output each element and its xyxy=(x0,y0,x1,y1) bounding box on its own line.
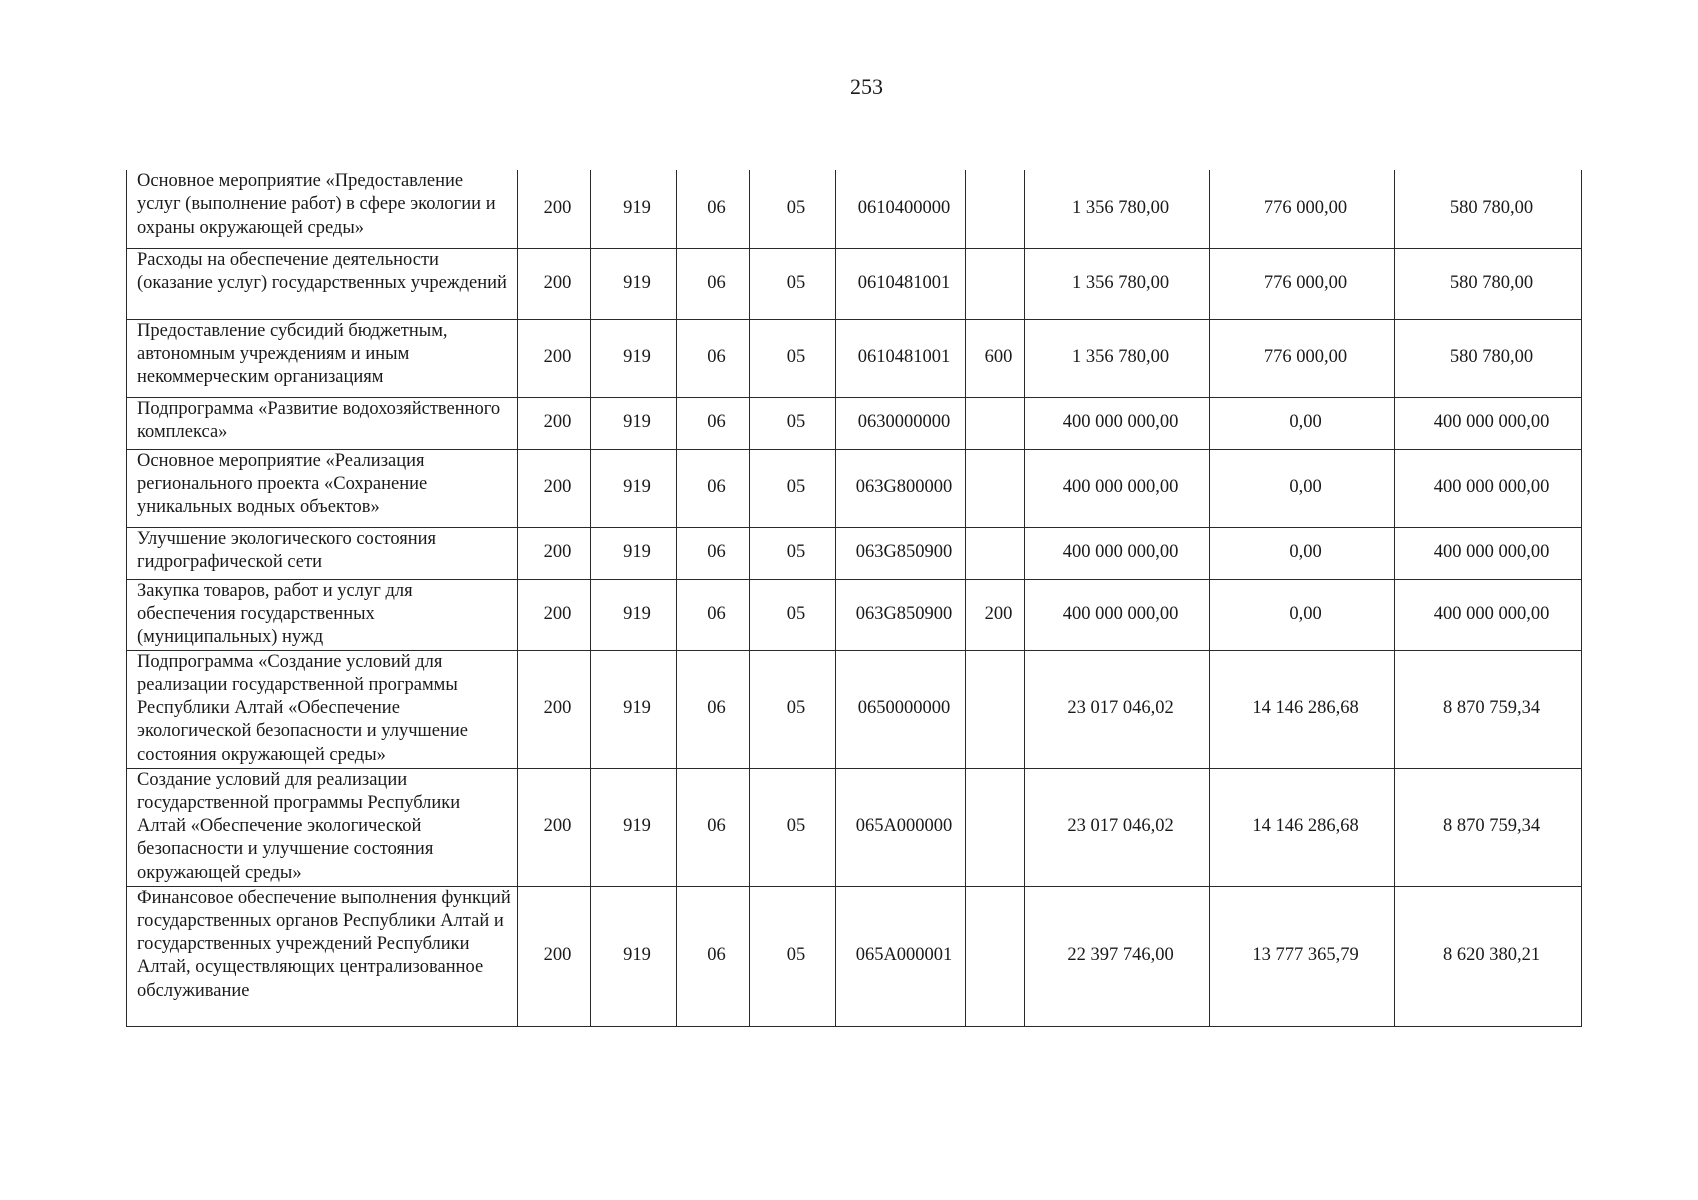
row-name-cell xyxy=(127,397,518,449)
row-code-5: 063G850900 xyxy=(836,527,966,579)
row-code-4: 05 xyxy=(750,579,836,650)
row-code-3: 06 xyxy=(677,886,750,1026)
table-row xyxy=(127,170,1582,248)
row-code-3: 06 xyxy=(677,527,750,579)
row-amount-2: 14 146 286,68 xyxy=(1210,650,1395,768)
row-name-cell xyxy=(127,248,518,319)
row-code-4: 05 xyxy=(750,248,836,319)
table-row xyxy=(127,397,1582,449)
row-code-6 xyxy=(966,527,1025,579)
row-code-1: 200 xyxy=(518,170,591,248)
row-code-1: 200 xyxy=(518,527,591,579)
row-amount-2: 776 000,00 xyxy=(1210,170,1395,248)
row-name-cell xyxy=(127,449,518,527)
row-code-2: 919 xyxy=(591,319,677,397)
row-code-2: 919 xyxy=(591,650,677,768)
row-amount-1: 1 356 780,00 xyxy=(1025,170,1210,248)
row-amount-3: 400 000 000,00 xyxy=(1395,579,1582,650)
row-code-1: 200 xyxy=(518,886,591,1026)
row-name: Предоставление субсидий бюджетным, автономным учреждениям и иным некоммерческим организациям xyxy=(137,320,448,388)
row-code-1: 200 xyxy=(518,768,591,886)
row-amount-1: 1 356 780,00 xyxy=(1025,248,1210,319)
row-code-4: 05 xyxy=(750,449,836,527)
row-name: Финансовое обеспечение выполнения функций государственных органов Республики Алтай и государственных учреждений Республики Алтай, осуществляющих централизованное обслуживание xyxy=(137,887,511,1001)
row-amount-2: 776 000,00 xyxy=(1210,319,1395,397)
row-code-5: 0630000000 xyxy=(836,397,966,449)
row-amount-3: 400 000 000,00 xyxy=(1395,397,1582,449)
row-amount-3: 8 870 759,34 xyxy=(1395,650,1582,768)
row-amount-2: 0,00 xyxy=(1210,397,1395,449)
table-row xyxy=(127,768,1582,886)
row-name-cell xyxy=(127,886,518,1026)
row-amount-2: 13 777 365,79 xyxy=(1210,886,1395,1026)
row-code-6 xyxy=(966,886,1025,1026)
row-amount-1: 400 000 000,00 xyxy=(1025,397,1210,449)
table-row xyxy=(127,248,1582,319)
row-code-3: 06 xyxy=(677,248,750,319)
row-name: Расходы на обеспечение деятельности (оказание услуг) государственных учреждений xyxy=(137,249,507,293)
row-code-6 xyxy=(966,768,1025,886)
table-row xyxy=(127,650,1582,768)
row-amount-1: 23 017 046,02 xyxy=(1025,768,1210,886)
row-code-4: 05 xyxy=(750,650,836,768)
table-row xyxy=(127,527,1582,579)
row-code-6: 200 xyxy=(966,579,1025,650)
row-amount-3: 580 780,00 xyxy=(1395,170,1582,248)
row-amount-2: 14 146 286,68 xyxy=(1210,768,1395,886)
row-code-3: 06 xyxy=(677,319,750,397)
row-code-4: 05 xyxy=(750,886,836,1026)
row-amount-1: 400 000 000,00 xyxy=(1025,579,1210,650)
row-code-1: 200 xyxy=(518,319,591,397)
row-amount-3: 400 000 000,00 xyxy=(1395,449,1582,527)
page-number: 253 xyxy=(850,74,883,99)
budget-table-body xyxy=(127,170,1582,1026)
table-row xyxy=(127,319,1582,397)
row-code-2: 919 xyxy=(591,527,677,579)
row-code-2: 919 xyxy=(591,170,677,248)
row-code-6: 600 xyxy=(966,319,1025,397)
row-amount-1: 22 397 746,00 xyxy=(1025,886,1210,1026)
row-code-4: 05 xyxy=(750,319,836,397)
row-code-3: 06 xyxy=(677,650,750,768)
row-amount-3: 8 620 380,21 xyxy=(1395,886,1582,1026)
row-code-3: 06 xyxy=(677,768,750,886)
row-code-4: 05 xyxy=(750,768,836,886)
row-code-1: 200 xyxy=(518,397,591,449)
row-code-4: 05 xyxy=(750,170,836,248)
row-amount-2: 0,00 xyxy=(1210,449,1395,527)
row-code-5: 063G850900 xyxy=(836,579,966,650)
budget-table xyxy=(126,170,1582,1027)
row-code-6 xyxy=(966,449,1025,527)
row-code-6 xyxy=(966,248,1025,319)
row-code-3: 06 xyxy=(677,579,750,650)
table-row xyxy=(127,579,1582,650)
row-name-cell xyxy=(127,527,518,579)
row-code-5: 065A000000 xyxy=(836,768,966,886)
row-code-3: 06 xyxy=(677,397,750,449)
row-code-5: 0610400000 xyxy=(836,170,966,248)
row-name-cell xyxy=(127,650,518,768)
row-amount-3: 8 870 759,34 xyxy=(1395,768,1582,886)
row-code-1: 200 xyxy=(518,449,591,527)
row-code-4: 05 xyxy=(750,397,836,449)
row-name: Основное мероприятие «Реализация регионального проекта «Сохранение уникальных водных объектов» xyxy=(137,450,428,518)
row-amount-1: 400 000 000,00 xyxy=(1025,449,1210,527)
row-amount-2: 0,00 xyxy=(1210,579,1395,650)
row-code-2: 919 xyxy=(591,248,677,319)
row-name-cell xyxy=(127,768,518,886)
row-code-5: 063G800000 xyxy=(836,449,966,527)
row-code-5: 0610481001 xyxy=(836,319,966,397)
row-name-cell xyxy=(127,579,518,650)
row-code-2: 919 xyxy=(591,449,677,527)
row-code-5: 0650000000 xyxy=(836,650,966,768)
row-code-2: 919 xyxy=(591,768,677,886)
row-name: Создание условий для реализации государственной программы Республики Алтай «Обеспечение экологической безопасности и улучшение состояния окружающей среды» xyxy=(137,769,461,883)
row-code-2: 919 xyxy=(591,886,677,1026)
row-name: Подпрограмма «Создание условий для реализации государственной программы Республики Алтай «Обеспечение экологической безопасности и улучшение состояния окружающей среды» xyxy=(137,651,469,765)
row-amount-3: 580 780,00 xyxy=(1395,248,1582,319)
row-amount-3: 580 780,00 xyxy=(1395,319,1582,397)
row-amount-2: 776 000,00 xyxy=(1210,248,1395,319)
row-code-2: 919 xyxy=(591,397,677,449)
row-amount-2: 0,00 xyxy=(1210,527,1395,579)
row-amount-1: 400 000 000,00 xyxy=(1025,527,1210,579)
row-amount-1: 23 017 046,02 xyxy=(1025,650,1210,768)
row-code-3: 06 xyxy=(677,449,750,527)
row-code-1: 200 xyxy=(518,248,591,319)
row-code-1: 200 xyxy=(518,579,591,650)
row-code-5: 065A000001 xyxy=(836,886,966,1026)
row-amount-1: 1 356 780,00 xyxy=(1025,319,1210,397)
row-code-2: 919 xyxy=(591,579,677,650)
row-name: Основное мероприятие «Предоставление услуг (выполнение работ) в сфере экологии и охраны окружающей среды» xyxy=(137,171,496,238)
row-code-6 xyxy=(966,170,1025,248)
row-name: Закупка товаров, работ и услуг для обеспечения государственных (муниципальных) нужд xyxy=(137,580,413,648)
row-code-1: 200 xyxy=(518,650,591,768)
row-code-6 xyxy=(966,397,1025,449)
table-row xyxy=(127,449,1582,527)
row-code-6 xyxy=(966,650,1025,768)
row-code-5: 0610481001 xyxy=(836,248,966,319)
row-code-4: 05 xyxy=(750,527,836,579)
row-code-3: 06 xyxy=(677,170,750,248)
row-name-cell xyxy=(127,319,518,397)
row-amount-3: 400 000 000,00 xyxy=(1395,527,1582,579)
row-name: Подпрограмма «Развитие водохозяйственного комплекса» xyxy=(137,398,501,442)
table-row xyxy=(127,886,1582,1026)
row-name: Улучшение экологического состояния гидрографической сети xyxy=(137,528,437,572)
row-name-cell xyxy=(127,170,518,248)
